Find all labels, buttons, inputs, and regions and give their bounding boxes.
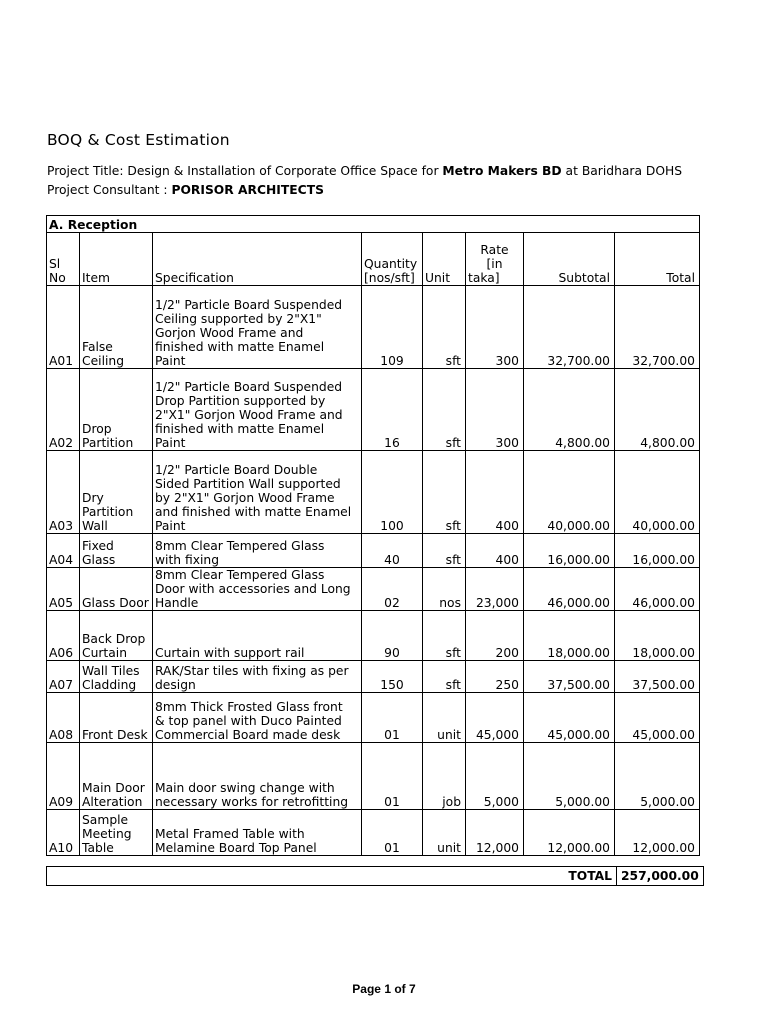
header-unit: Unit bbox=[423, 233, 466, 286]
table-row bbox=[47, 568, 700, 611]
cell-subtotal: 40,000.00 bbox=[524, 451, 615, 534]
section-row bbox=[47, 216, 700, 233]
table-row bbox=[47, 661, 700, 693]
cell-quantity: 02 bbox=[362, 568, 423, 611]
header-specification: Specification bbox=[153, 233, 362, 286]
cell-specification: 1/2" Particle Board Suspended Drop Partition supported by 2"X1" Gorjon Wood Frame and finished with matte Enamel Paint bbox=[153, 369, 362, 451]
cell-sl: A10 bbox=[47, 810, 80, 856]
page-footer: Page 1 of 7 bbox=[352, 982, 416, 996]
cell-sl: A02 bbox=[47, 369, 80, 451]
cell-subtotal: 46,000.00 bbox=[524, 568, 615, 611]
table-row bbox=[47, 286, 700, 369]
table-body bbox=[47, 286, 700, 856]
cell-quantity: 90 bbox=[362, 611, 423, 661]
cell-item: Main Door Alteration bbox=[80, 743, 153, 810]
cell-unit: sft bbox=[423, 611, 466, 661]
cell-subtotal: 37,500.00 bbox=[524, 661, 615, 693]
table-row bbox=[47, 611, 700, 661]
page-number: 1 bbox=[384, 982, 391, 996]
cell-rate: 5,000 bbox=[466, 743, 524, 810]
cell-sl: A08 bbox=[47, 693, 80, 743]
project-title-label: Project Title: bbox=[47, 164, 128, 178]
cell-item: Front Desk bbox=[80, 693, 153, 743]
cell-unit: unit bbox=[423, 810, 466, 856]
project-consultant-line bbox=[47, 183, 324, 197]
cell-rate: 250 bbox=[466, 661, 524, 693]
cell-specification: 8mm Clear Tempered Glass Door with accessories and Long Handle bbox=[153, 568, 362, 611]
cell-unit: sft bbox=[423, 451, 466, 534]
cell-specification: 8mm Clear Tempered Glass with fixing bbox=[153, 534, 362, 568]
project-title-line bbox=[47, 164, 700, 184]
cell-item: Fixed Glass bbox=[80, 534, 153, 568]
cell-unit: sft bbox=[423, 661, 466, 693]
table-row bbox=[47, 369, 700, 451]
header-quantity: Quantity [nos/sft] bbox=[362, 233, 423, 286]
document-title: BOQ & Cost Estimation bbox=[47, 131, 230, 149]
cell-specification: Metal Framed Table with Melamine Board Top Panel bbox=[153, 810, 362, 856]
cell-subtotal: 18,000.00 bbox=[524, 611, 615, 661]
cell-sl: A03 bbox=[47, 451, 80, 534]
cell-specification: 1/2" Particle Board Suspended Ceiling supported by 2"X1" Gorjon Wood Frame and finished with matte Enamel Paint bbox=[153, 286, 362, 369]
consultant-label: Project Consultant : bbox=[47, 183, 172, 197]
project-title-text: Design & Installation of Corporate Office Space for bbox=[127, 164, 443, 178]
cell-specification: Curtain with support rail bbox=[153, 611, 362, 661]
cell-unit: sft bbox=[423, 286, 466, 369]
header-subtotal: Subtotal bbox=[524, 233, 615, 286]
header-rate: Rate [in taka] bbox=[466, 233, 524, 286]
table-row bbox=[47, 743, 700, 810]
cell-quantity: 150 bbox=[362, 661, 423, 693]
cell-sl: A06 bbox=[47, 611, 80, 661]
cell-sl: A07 bbox=[47, 661, 80, 693]
consultant-name: PORISOR ARCHITECTS bbox=[171, 183, 324, 197]
cell-rate: 12,000 bbox=[466, 810, 524, 856]
cell-unit: sft bbox=[423, 369, 466, 451]
table-row bbox=[47, 810, 700, 856]
cell-total: 37,500.00 bbox=[615, 661, 700, 693]
cell-item: Drop Partition bbox=[80, 369, 153, 451]
cell-rate: 400 bbox=[466, 534, 524, 568]
project-location: at Baridhara DOHS bbox=[561, 164, 683, 178]
cell-quantity: 01 bbox=[362, 743, 423, 810]
cell-total: 32,700.00 bbox=[615, 286, 700, 369]
cell-quantity: 40 bbox=[362, 534, 423, 568]
cell-sl: A04 bbox=[47, 534, 80, 568]
cell-quantity: 16 bbox=[362, 369, 423, 451]
cell-subtotal: 45,000.00 bbox=[524, 693, 615, 743]
cell-quantity: 01 bbox=[362, 810, 423, 856]
table-row bbox=[47, 693, 700, 743]
cell-total: 12,000.00 bbox=[615, 810, 700, 856]
total-table bbox=[46, 866, 704, 886]
cell-quantity: 01 bbox=[362, 693, 423, 743]
page-count: 7 bbox=[409, 982, 416, 996]
cell-specification: 8mm Thick Frosted Glass front & top panel with Duco Painted Commercial Board made desk bbox=[153, 693, 362, 743]
cell-rate: 45,000 bbox=[466, 693, 524, 743]
cell-total: 16,000.00 bbox=[615, 534, 700, 568]
cell-sl: A05 bbox=[47, 568, 80, 611]
table-row bbox=[47, 451, 700, 534]
cell-rate: 300 bbox=[466, 286, 524, 369]
cell-subtotal: 32,700.00 bbox=[524, 286, 615, 369]
header-total: Total bbox=[615, 233, 700, 286]
cell-subtotal: 16,000.00 bbox=[524, 534, 615, 568]
table-row bbox=[47, 534, 700, 568]
cell-item: Wall Tiles Cladding bbox=[80, 661, 153, 693]
cell-total: 5,000.00 bbox=[615, 743, 700, 810]
cell-subtotal: 5,000.00 bbox=[524, 743, 615, 810]
cell-specification: 1/2" Particle Board Double Sided Partition Wall supported by 2"X1" Gorjon Wood Frame and finished with matte Enamel Paint bbox=[153, 451, 362, 534]
cell-sl: A09 bbox=[47, 743, 80, 810]
cell-subtotal: 4,800.00 bbox=[524, 369, 615, 451]
cell-unit: sft bbox=[423, 534, 466, 568]
cell-quantity: 100 bbox=[362, 451, 423, 534]
cell-unit: nos bbox=[423, 568, 466, 611]
cell-specification: RAK/Star tiles with fixing as per design bbox=[153, 661, 362, 693]
cell-rate: 200 bbox=[466, 611, 524, 661]
cell-total: 45,000.00 bbox=[615, 693, 700, 743]
cell-total: 46,000.00 bbox=[615, 568, 700, 611]
header-row bbox=[47, 233, 700, 286]
cell-sl: A01 bbox=[47, 286, 80, 369]
cell-item: False Ceiling bbox=[80, 286, 153, 369]
header-item: Item bbox=[80, 233, 153, 286]
total-row bbox=[47, 867, 704, 886]
section-title: A. Reception bbox=[47, 216, 700, 233]
cell-item: Dry Partition Wall bbox=[80, 451, 153, 534]
cell-item: Back Drop Curtain bbox=[80, 611, 153, 661]
cell-quantity: 109 bbox=[362, 286, 423, 369]
boq-table bbox=[46, 215, 700, 856]
header-sl: Sl No bbox=[47, 233, 80, 286]
cell-unit: unit bbox=[423, 693, 466, 743]
client-name: Metro Makers BD bbox=[442, 164, 562, 178]
cell-total: 40,000.00 bbox=[615, 451, 700, 534]
cell-rate: 23,000 bbox=[466, 568, 524, 611]
cell-total: 18,000.00 bbox=[615, 611, 700, 661]
cell-item: Sample Meeting Table bbox=[80, 810, 153, 856]
cell-subtotal: 12,000.00 bbox=[524, 810, 615, 856]
cell-item: Glass Door bbox=[80, 568, 153, 611]
cell-unit: job bbox=[423, 743, 466, 810]
cell-rate: 300 bbox=[466, 369, 524, 451]
cell-total: 4,800.00 bbox=[615, 369, 700, 451]
cell-specification: Main door swing change with necessary works for retrofitting bbox=[153, 743, 362, 810]
cell-rate: 400 bbox=[466, 451, 524, 534]
total-value: 257,000.00 bbox=[617, 867, 704, 886]
total-label: TOTAL bbox=[47, 867, 617, 886]
